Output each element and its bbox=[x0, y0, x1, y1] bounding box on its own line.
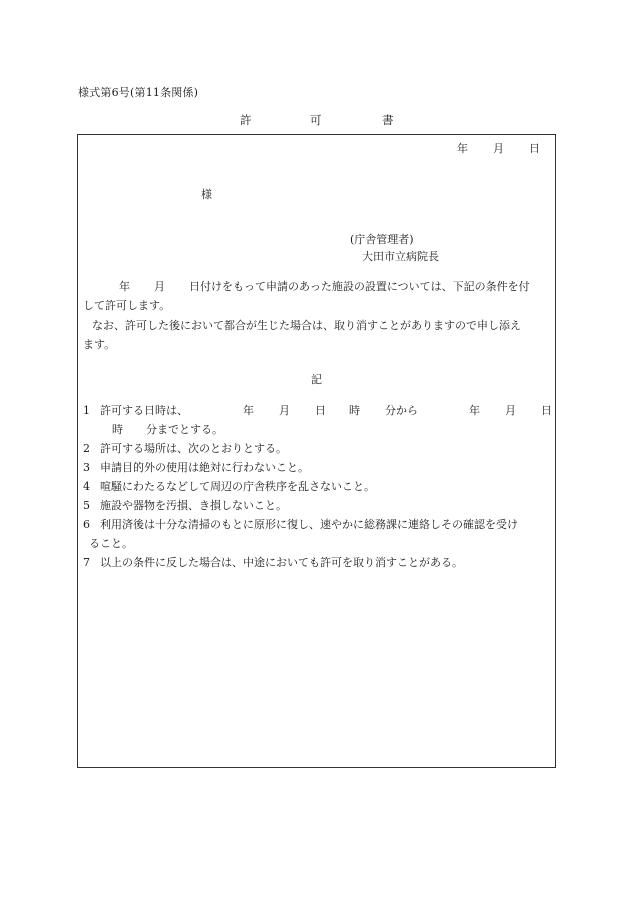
condition-5-text: 施設や器物を汚損、き損しないこと。 bbox=[100, 499, 287, 512]
condition-1-year: 年 bbox=[243, 404, 254, 417]
condition-1-number: 1 bbox=[83, 404, 90, 417]
condition-1-minute-from: 分から bbox=[385, 404, 418, 417]
form-number-label: 様式第6号(第11条関係) bbox=[78, 86, 199, 99]
condition-1-hour: 時 bbox=[349, 404, 360, 417]
title-char-1: 許 bbox=[240, 113, 252, 127]
date-day: 日 bbox=[529, 142, 540, 155]
condition-2-number: 2 bbox=[83, 442, 90, 455]
condition-3-number: 3 bbox=[83, 461, 90, 474]
condition-1-month: 月 bbox=[279, 404, 290, 417]
body-paragraph-1-line-2: して許可します。 bbox=[83, 299, 171, 312]
condition-6-text: 利用済後は十分な清掃のもとに原形に復し、速やかに総務課に連絡しその確認を受け bbox=[100, 518, 518, 531]
addressee-suffix: 様 bbox=[201, 188, 212, 201]
condition-7-text: 以上の条件に反した場合は、中途においても許可を取り消すことがある。 bbox=[100, 556, 463, 569]
condition-6-text-cont: ること。 bbox=[89, 537, 133, 550]
body-paragraph-2-line-2: ます。 bbox=[83, 338, 116, 351]
condition-5-number: 5 bbox=[83, 499, 90, 512]
condition-6-number: 6 bbox=[83, 518, 90, 531]
issuer-role: (庁舎管理者) bbox=[350, 233, 414, 246]
condition-1-day-2: 日 bbox=[541, 404, 552, 417]
body-paragraph-2-line-1: なお、許可した後において都合が生じた場合は、取り消すことがありますので申し添え bbox=[92, 319, 521, 332]
condition-4-number: 4 bbox=[83, 480, 90, 493]
condition-7-number: 7 bbox=[83, 556, 90, 569]
condition-1-minute-to: 分までとする。 bbox=[146, 423, 223, 436]
date-year: 年 bbox=[457, 142, 468, 155]
condition-4-text: 喧騒にわたるなどして周辺の庁舎秩序を乱さないこと。 bbox=[100, 480, 375, 493]
body-year: 年 bbox=[119, 280, 130, 293]
ki-heading: 記 bbox=[311, 373, 322, 386]
condition-1-hour-2: 時 bbox=[112, 423, 123, 436]
date-month: 月 bbox=[493, 142, 504, 155]
condition-1-day: 日 bbox=[315, 404, 326, 417]
condition-2-text: 許可する場所は、次のとおりとする。 bbox=[100, 442, 287, 455]
condition-1-text: 許可する日時は、 bbox=[100, 404, 188, 417]
title-char-3: 書 bbox=[382, 113, 394, 127]
body-paragraph-1-line-1: 日付けをもって申請のあった施設の設置については、下記の条件を付 bbox=[189, 280, 530, 293]
title-char-2: 可 bbox=[310, 113, 322, 127]
body-month: 月 bbox=[154, 280, 165, 293]
condition-1-year-2: 年 bbox=[469, 404, 480, 417]
condition-1-month-2: 月 bbox=[505, 404, 516, 417]
condition-3-text: 申請目的外の使用は絶対に行わないこと。 bbox=[100, 461, 309, 474]
issuer-name: 大田市立病院長 bbox=[362, 250, 439, 263]
